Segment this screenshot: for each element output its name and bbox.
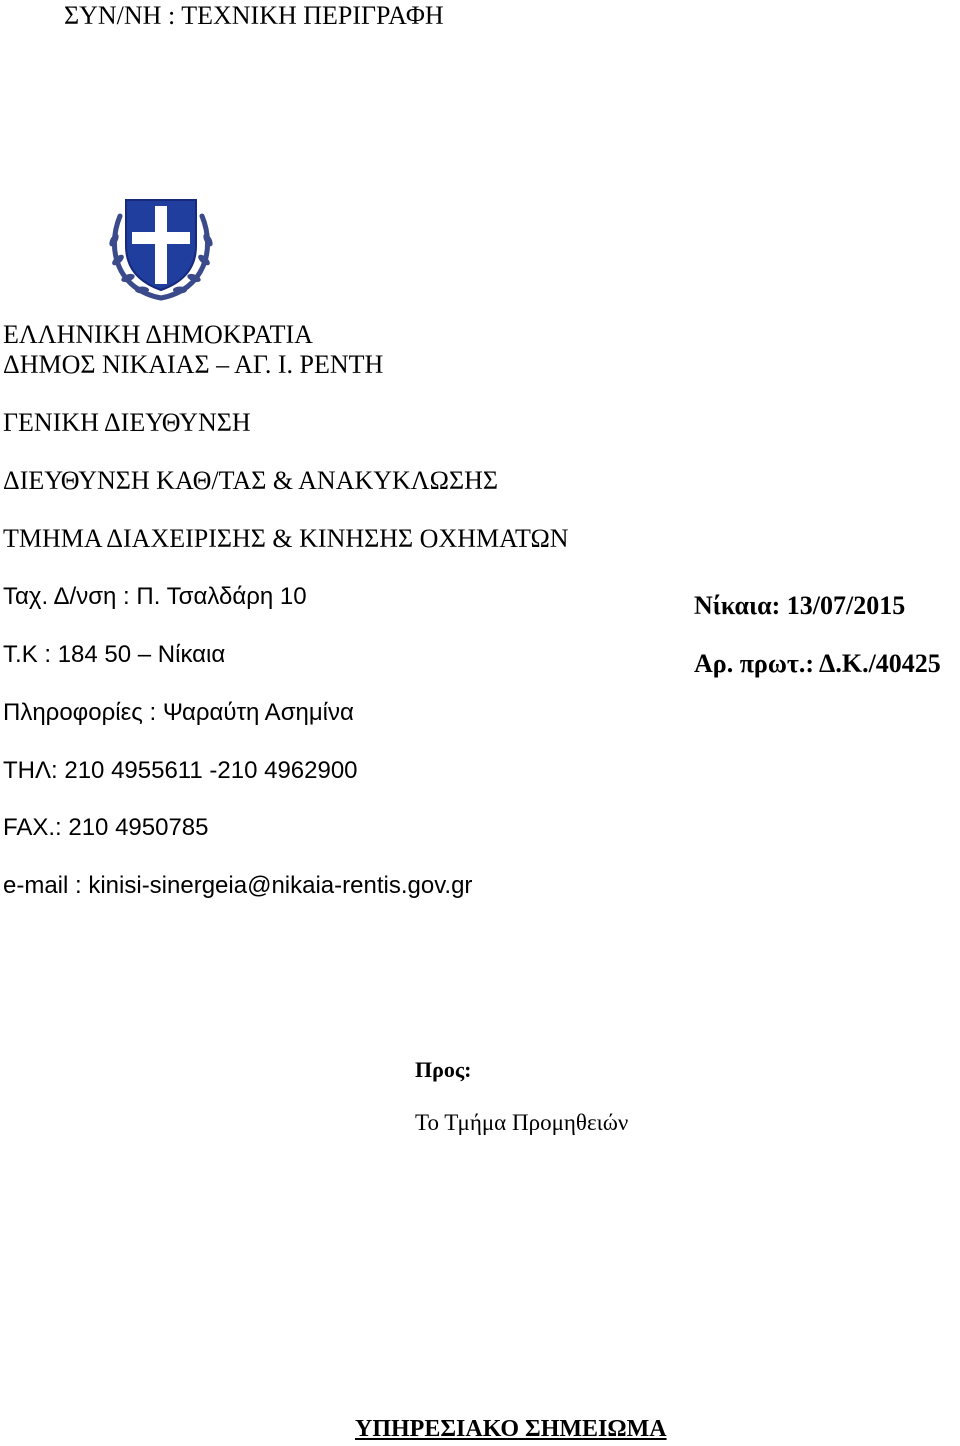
issuer-line-2: ΔΗΜΟΣ ΝΙΚΑΙΑΣ – ΑΓ. Ι. ΡΕΝΤΗ [3, 350, 384, 379]
recipient-label: Προς: [415, 1057, 472, 1082]
document-subject: ΣΥΝ/ΝΗ : ΤΕΧΝΙΚΗ ΠΕΡΙΓΡΑΦΗ [64, 1, 444, 30]
protocol-number: Αρ. πρωτ.: Δ.Κ./40425 [694, 649, 941, 678]
issuer-line-4: ΔΙΕΥΘΥΝΣΗ ΚΑΘ/ΤΑΣ & ΑΝΑΚΥΚΛΩΣΗΣ [3, 466, 499, 495]
document-date: Νίκαια: 13/07/2015 [694, 591, 906, 620]
issuer-line-5: ΤΜΗΜΑ ΔΙΑΧΕΙΡΙΣΗΣ & ΚΙΝΗΣΗΣ ΟΧΗΜΑΤΩΝ [3, 524, 569, 553]
issuer-line-3: ΓΕΝΙΚΗ ΔΙΕΥΘΥΝΣΗ [3, 408, 251, 437]
contact-address: Ταχ. Δ/νση : Π. Τσαλδάρη 10 [3, 583, 307, 610]
greek-coat-of-arms-icon [98, 180, 224, 306]
contact-info: Πληροφορίες : Ψαραύτη Ασημίνα [3, 699, 354, 726]
contact-phone: ΤΗΛ: 210 4955611 -210 4962900 [3, 757, 358, 784]
document-title: ΥΠΗΡΕΣΙΑΚΟ ΣΗΜΕΙΩΜΑ [355, 1416, 667, 1442]
issuer-line-1: ΕΛΛΗΝΙΚΗ ΔΗΜΟΚΡΑΤΙΑ [3, 320, 313, 349]
contact-fax: FAX.: 210 4950785 [3, 814, 209, 841]
contact-postal: Τ.Κ : 184 50 – Νίκαια [3, 641, 226, 668]
recipient-name: Το Τμήμα Προμηθειών [415, 1110, 629, 1135]
contact-email: e-mail : kinisi-sinergeia@nikaia-rentis.gov.gr [3, 872, 473, 899]
